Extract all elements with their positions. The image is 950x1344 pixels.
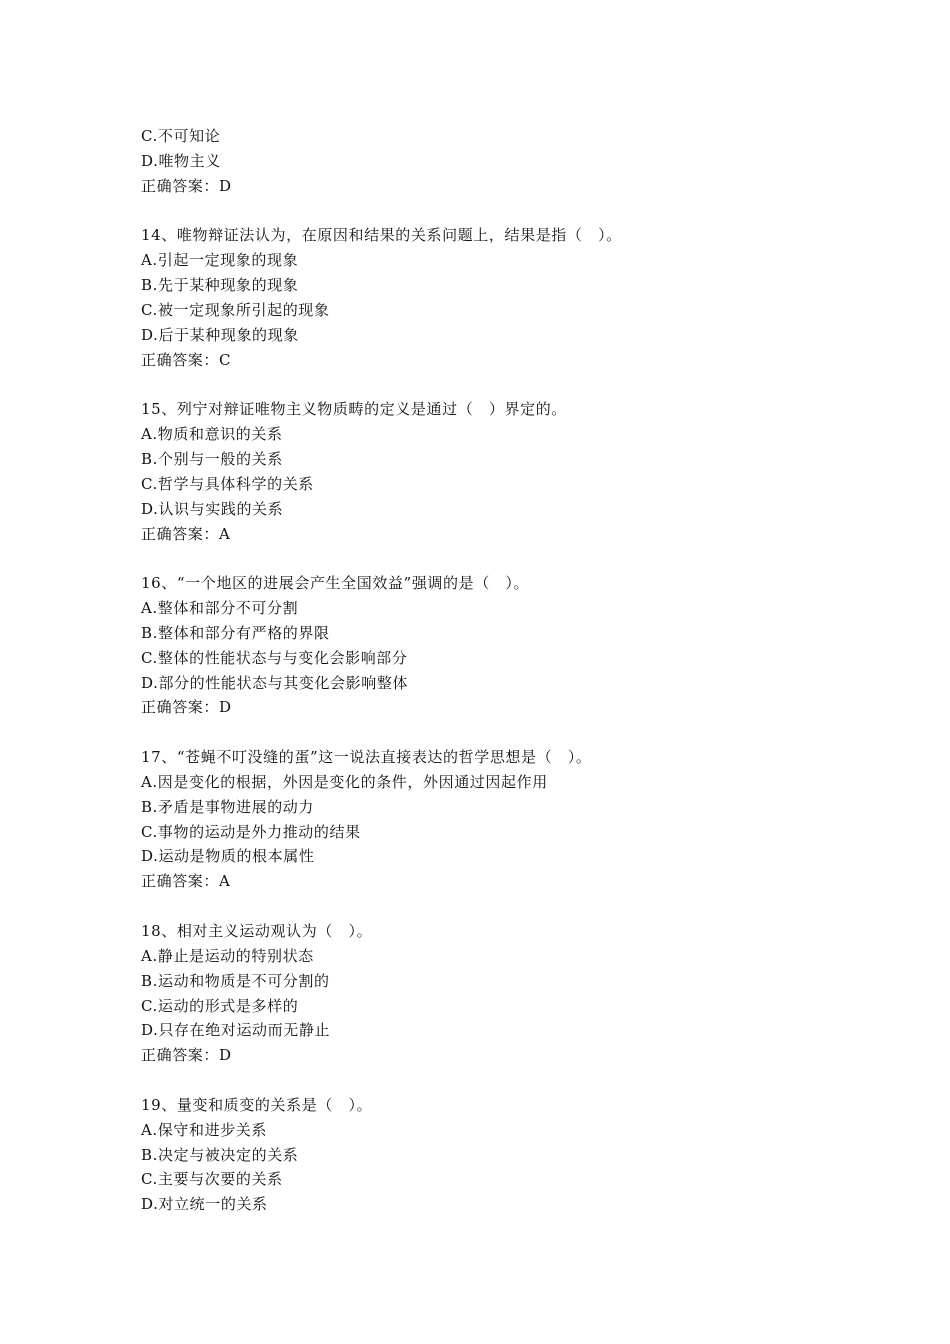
option-c: C.事物的运动是外力推动的结果 <box>141 822 361 841</box>
option-c: C.主要与次要的关系 <box>141 1170 283 1189</box>
option-d: D.对立统一的关系 <box>141 1195 268 1214</box>
option-b: B.运动和物质是不可分割的 <box>141 971 330 990</box>
question-list <box>141 124 841 1217</box>
correct-answer: 正确答案：C <box>141 350 232 369</box>
question-text: 18、相对主义运动观认为（ ）。 <box>141 922 373 940</box>
option-c: C.被一定现象所引起的现象 <box>141 300 330 319</box>
question-text: 14、唯物辩证法认为，在原因和结果的关系问题上，结果是指（ ）。 <box>141 226 622 245</box>
option-b: B.矛盾是事物进展的动力 <box>141 797 314 816</box>
correct-answer: 正确答案：D <box>141 176 232 195</box>
question-item-17 <box>141 745 841 894</box>
option-b: B.先于某种现象的现象 <box>141 276 299 295</box>
correct-answer: 正确答案：D <box>141 698 232 717</box>
question-item-15 <box>141 397 841 546</box>
correct-answer: 正确答案：D <box>141 1046 232 1065</box>
question-item-18 <box>141 919 841 1068</box>
option-b: B.决定与被决定的关系 <box>141 1145 299 1164</box>
option-d: D.部分的性能状态与其变化会影响整体 <box>141 673 409 692</box>
option-b: B.个别与一般的关系 <box>141 449 283 468</box>
option-d: D.认识与实践的关系 <box>141 499 284 518</box>
question-item-14 <box>141 223 841 372</box>
option-a: A.因是变化的根据，外因是变化的条件，外因通过因起作用 <box>141 772 548 791</box>
option-d: D.后于某种现象的现象 <box>141 325 299 344</box>
question-text: 15、列宁对辩证唯物主义物质畴的定义是通过（ ）界定的。 <box>141 400 567 419</box>
option-a: A.物质和意识的关系 <box>141 425 283 444</box>
option-c: C.哲学与具体科学的关系 <box>141 474 314 493</box>
option-a: A.整体和部分不可分割 <box>141 599 299 618</box>
question-text: 16、“一个地区的进展会产生全国效益”强调的是（ ）。 <box>141 574 530 593</box>
question-text: 19、量变和质变的关系是（ ）。 <box>141 1095 373 1114</box>
option-d: D.运动是物质的根本属性 <box>141 847 315 866</box>
question-item-19 <box>141 1093 841 1217</box>
correct-answer: 正确答案：A <box>141 524 231 543</box>
option-d: D.唯物主义 <box>141 151 221 170</box>
option-a: A.静止是运动的特别状态 <box>141 946 314 965</box>
correct-answer: 正确答案：A <box>141 872 231 891</box>
option-c: C.整体的性能状态与与变化会影响部分 <box>141 648 408 667</box>
question-text: 17、“苍蝇不叮没缝的蛋”这一说法直接表达的哲学思想是（ ）。 <box>141 748 592 767</box>
option-c: C.不可知论 <box>141 127 221 145</box>
option-a: A.引起一定现象的现象 <box>141 251 299 270</box>
question-fragment <box>141 124 841 199</box>
option-d: D.只存在绝对运动而无静止 <box>141 1021 331 1040</box>
option-a: A.保守和进步关系 <box>141 1120 268 1139</box>
question-item-16 <box>141 571 841 720</box>
option-b: B.整体和部分有严格的界限 <box>141 623 330 642</box>
option-c: C.运动的形式是多样的 <box>141 996 299 1015</box>
